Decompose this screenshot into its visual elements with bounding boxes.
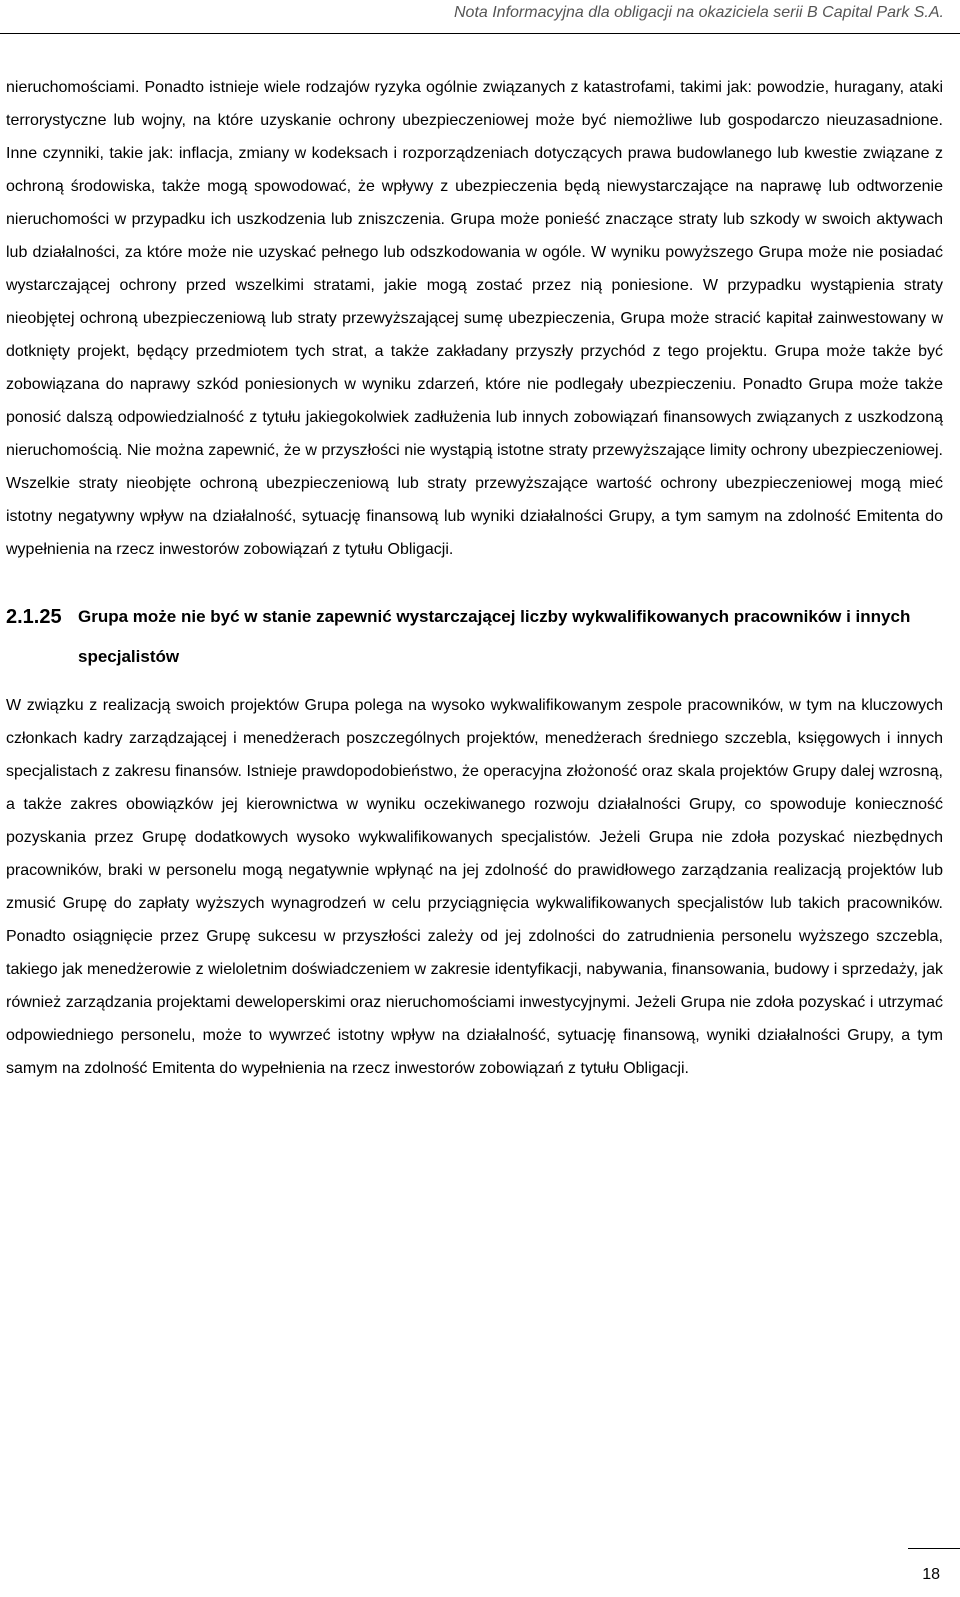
body-paragraph-personnel: W związku z realizacją swoich projektów Grupa polega na wysoko wykwalifikowanym zespole pracowników, w tym na kluczowych członkach kadry zarządzającej i menedżerach poszczególnych projektów, menedżerach średniego szczebla, księgowych i innych specjalistach z zakresu finansów. Istnieje prawdopodobieństwo, że operacyjna złożoność oraz skala projektów Grupy dalej wzrosną, a także zakres obowiązków jej kierownictwa w wyniku oczekiwanego rozwoju działalności Grupy, co spowoduje konieczność pozyskania przez Grupę dodatkowych wysoko wykwalifikowanych specjalistów. Jeżeli Grupa nie zdoła pozyskać niezbędnych pracowników, braki w personelu mogą negatywnie wpłynąć na jej zdolność do prawidłowego zarządzania realizacją projektów lub zmusić Grupę do zapłaty wyższych wynagrodzeń w celu przyciągnięcia wykwalifikowanych specjalistów lub takich pracowników. Ponadto osiągnięcie przez Grupę sukcesu w przyszłości zależy od jej zdolności do zatrudnienia personelu wyższego szczebla, takiego jak menedżerowie z wieloletnim doświadczeniem w zakresie identyfikacji, nabywania, finansowania, budowy i sprzedaży, jak również zarządzania projektami deweloperskimi oraz nieruchomościami inwestycyjnymi. Jeżeli Grupa nie zdoła pozyskać i utrzymać odpowiedniego personelu, może to wywrzeć istotny wpływ na działalność, sytuację finansową, wyniki działalności Grupy, a tym samym na zdolność Emitenta do wypełnienia na rzecz inwestorów zobowiązań z tytułu Obligacji.: [6, 697, 943, 1077]
document-title: Nota Informacyjna dla obligacji na okaziciela serii B Capital Park S.A.: [453, 4, 944, 21]
body-paragraph-insurance: nieruchomościami. Ponadto istnieje wiele rodzajów ryzyka ogólnie związanych z katastrofami, takimi jak: powodzie, huragany, ataki terrorystyczne lub wojny, na które uzyskanie ochrony ubezpieczeniowej może być niemożliwe lub gospodarczo nieuzasadnione. Inne czynniki, takie jak: inflacja, zmiany w kodeksach i rozporządzeniach dotyczących prawa budowlanego lub kwestie związane z ochroną środowiska, także mogą spowodować, że wpływy z ubezpieczenia będą niewystarczające na naprawę lub odtworzenie nieruchomości w przypadku ich uszkodzenia lub zniszczenia. Grupa może ponieść znaczące straty lub szkody w swoich aktywach lub działalności, za które może nie uzyskać pełnego lub odszkodowania w ogóle. W wyniku powyższego Grupa może nie posiadać wystarczającej ochrony przed wszelkimi stratami, jakie mogą zostać przez nią poniesione. W przypadku wystąpienia straty nieobjętej ochroną ubezpieczeniową lub straty przewyższającej sumę ubezpieczenia, Grupa może stracić kapitał zainwestowany w dotknięty projekt, będący przedmiotem tych strat, a także zakładany przyszły przychód z tego projektu. Grupa może także być zobowiązana do naprawy szkód poniesionych w wyniku zdarzeń, które nie podlegały ubezpieczeniu. Ponadto Grupa może także ponosić dalszą odpowiedzialność z tytułu jakiegokolwiek zadłużenia lub innych zobowiązań finansowych związanych z uszkodzoną nieruchomością. Nie można zapewnić, że w przyszłości nie wystąpią istotne straty przewyższające limity ochrony ubezpieczeniowej. Wszelkie straty nieobjęte ochroną ubezpieczeniową lub straty przewyższające wartość ochrony ubezpieczeniowej mogą mieć istotny negatywny wpływ na działalność, sytuację finansową lub wyniki działalności Grupy, a tym samym na zdolność Emitenta do wypełnienia na rzecz inwestorów zobowiązań z tytułu Obligacji.: [6, 79, 943, 558]
footer-rule: [908, 1548, 960, 1549]
section-title: Grupa może nie być w stanie zapewnić wystarczającej liczby wykwalifikowanych pracowników i innych specjalistów: [78, 607, 911, 666]
section-number: 2.1.25: [6, 606, 62, 628]
page-content: [6, 71, 943, 1085]
page-footer: [0, 1548, 960, 1597]
page-number: 18: [922, 1566, 940, 1583]
section-heading: [6, 597, 943, 677]
page-header: [0, 0, 960, 34]
